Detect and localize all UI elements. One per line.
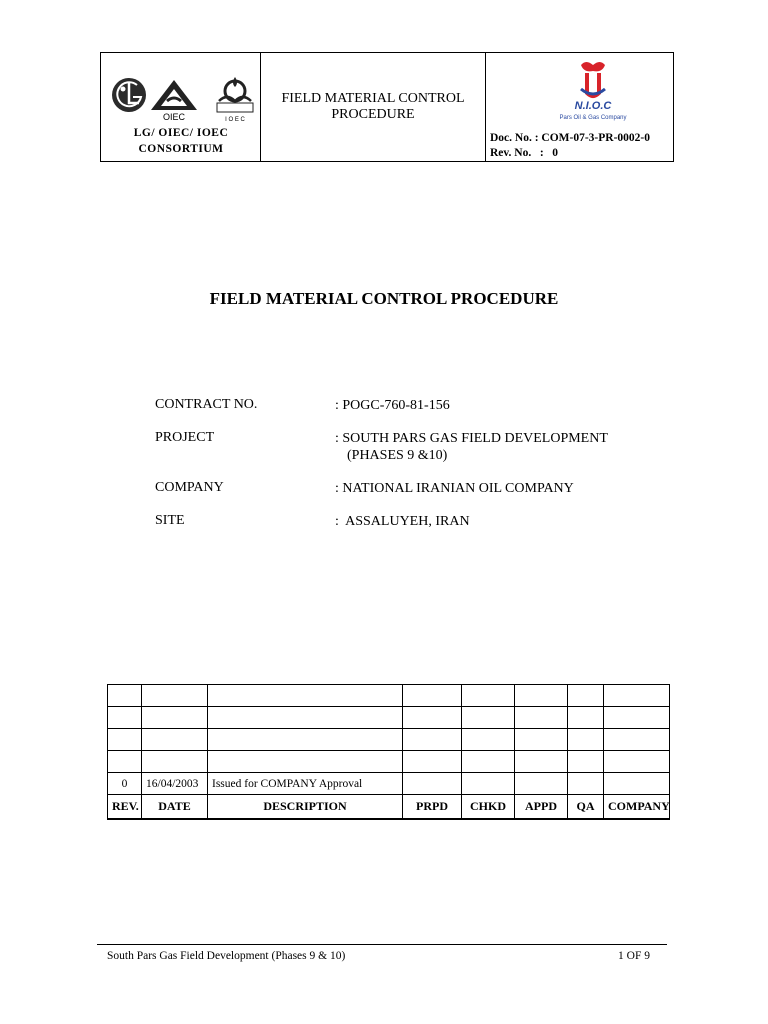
table-header-cell: DESCRIPTION	[208, 795, 403, 819]
table-cell	[462, 751, 515, 773]
table-cell	[142, 685, 208, 707]
nioc-subtitle: Pars Oil & Gas Company	[559, 115, 627, 121]
table-cell	[108, 751, 142, 773]
table-cell	[568, 773, 604, 795]
footer-project: South Pars Gas Field Development (Phases 9 & 10)	[107, 950, 346, 962]
consortium-line2: CONSORTIUM	[138, 143, 224, 155]
table-cell	[568, 685, 604, 707]
site-value: : ASSALUYEH, IRAN	[335, 514, 470, 529]
table-cell	[568, 751, 604, 773]
table-header-cell: QA	[568, 795, 604, 819]
table-header-cell: DATE	[142, 795, 208, 819]
table-cell	[108, 707, 142, 729]
table-cell	[403, 773, 462, 795]
ioec-logo-text: I O E C	[225, 117, 245, 123]
table-header-cell: REV.	[108, 795, 142, 819]
table-cell	[604, 707, 670, 729]
table-header-cell: CHKD	[462, 795, 515, 819]
table-cell	[108, 729, 142, 751]
table-header-cell: PRPD	[403, 795, 462, 819]
table-cell	[462, 729, 515, 751]
project-value-line2: (PHASES 9 &10)	[347, 448, 448, 463]
table-cell	[142, 729, 208, 751]
table-cell	[108, 685, 142, 707]
table-cell	[604, 751, 670, 773]
table-cell	[208, 685, 403, 707]
project-value	[335, 430, 608, 464]
table-cell: 0	[108, 773, 142, 795]
lg-logo-icon	[112, 78, 146, 112]
oiec-logo-icon	[151, 80, 197, 122]
table-cell: Issued for COMPANY Approval	[208, 773, 403, 795]
document-header	[100, 52, 674, 162]
consortium-logos	[109, 75, 254, 123]
doc-number-block	[490, 131, 650, 161]
table-cell	[568, 729, 604, 751]
header-title-line1: FIELD MATERIAL CONTROL	[281, 91, 465, 106]
table-cell	[142, 707, 208, 729]
table-cell	[462, 773, 515, 795]
nioc-cell	[486, 53, 673, 161]
footer-page-number: 1 OF 9	[618, 950, 650, 962]
revision-table	[107, 684, 670, 820]
table-cell	[604, 773, 670, 795]
rev-number: Rev. No. : 0	[490, 147, 559, 159]
table-cell	[462, 707, 515, 729]
contract-label: CONTRACT NO.	[155, 397, 258, 412]
footer-divider	[97, 944, 667, 945]
table-cell	[568, 707, 604, 729]
consortium-line1: LG/ OIEC/ IOEC	[133, 127, 229, 139]
table-cell	[403, 707, 462, 729]
table-header-row	[108, 795, 670, 819]
ioec-logo-icon	[217, 77, 253, 123]
table-cell	[403, 685, 462, 707]
table-cell	[515, 729, 568, 751]
project-value-line1: : SOUTH PARS GAS FIELD DEVELOPMENT	[335, 431, 608, 446]
table-row	[108, 751, 670, 773]
project-label: PROJECT	[155, 430, 215, 445]
table-row	[108, 773, 670, 795]
table-cell	[515, 773, 568, 795]
table-cell	[208, 707, 403, 729]
table-cell	[403, 751, 462, 773]
header-title-line2: PROCEDURE	[331, 107, 415, 122]
site-label: SITE	[155, 513, 185, 528]
table-cell	[403, 729, 462, 751]
table-cell	[604, 685, 670, 707]
table-header-cell: COMPANY	[604, 795, 670, 819]
table-cell	[208, 729, 403, 751]
doc-number: Doc. No. : COM-07-3-PR-0002-0	[490, 132, 651, 144]
table-cell	[142, 751, 208, 773]
table-cell	[208, 751, 403, 773]
table-cell	[515, 707, 568, 729]
oiec-logo-text: OIEC	[162, 112, 186, 122]
nioc-logo-icon	[548, 59, 638, 121]
table-cell	[515, 751, 568, 773]
company-label: COMPANY	[155, 480, 224, 495]
page-title: FIELD MATERIAL CONTROL PROCEDURE	[209, 289, 559, 308]
header-title-cell	[261, 53, 486, 161]
consortium-cell	[101, 53, 261, 161]
nioc-name: N.I.O.C	[574, 100, 612, 112]
table-cell: 16/04/2003	[142, 773, 208, 795]
company-value: : NATIONAL IRANIAN OIL COMPANY	[335, 481, 574, 496]
table-cell	[462, 685, 515, 707]
table-row	[108, 729, 670, 751]
contract-value: : POGC-760-81-156	[335, 398, 450, 413]
table-cell	[604, 729, 670, 751]
consortium-name	[101, 125, 261, 157]
table-row	[108, 707, 670, 729]
table-cell	[515, 685, 568, 707]
table-row	[108, 685, 670, 707]
table-header-cell: APPD	[515, 795, 568, 819]
